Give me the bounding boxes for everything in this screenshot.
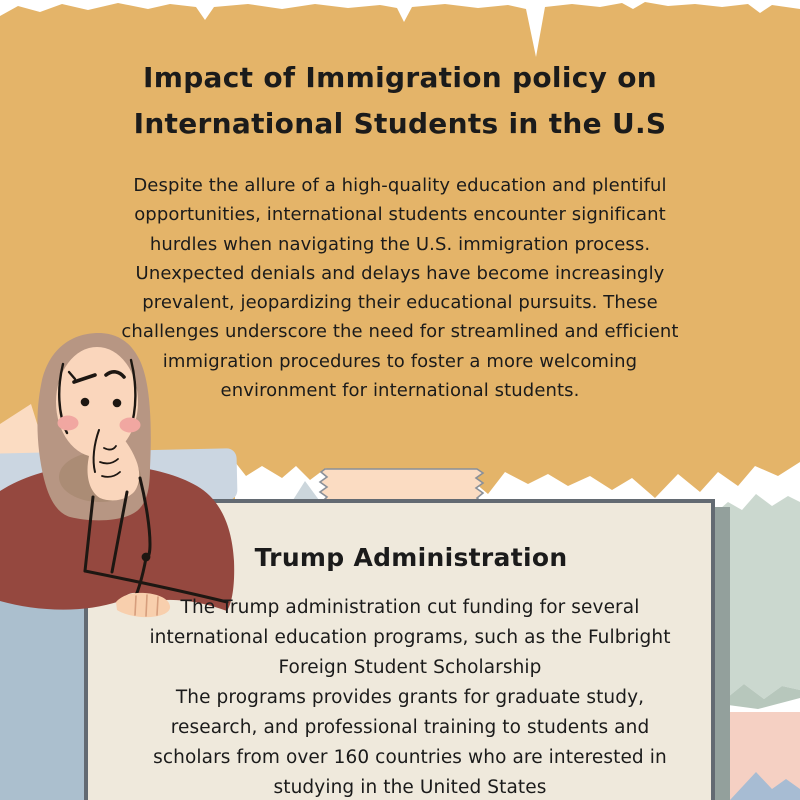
page-title xyxy=(70,55,730,147)
intro-line: immigration procedures to foster a more welcoming xyxy=(162,350,638,372)
intro-line: prevalent, jeopardizing their educational pursuits. These xyxy=(142,292,658,314)
intro-line: Despite the allure of a high-quality education and plentiful xyxy=(133,175,667,196)
page-title-line: Impact of Immigration policy on xyxy=(143,61,657,94)
page-title-line: International Students in the U.S xyxy=(133,107,667,140)
card-body-line: research, and professional training to students and xyxy=(170,717,650,738)
card-body-line: international education programs, such as the Fulbright xyxy=(149,627,671,648)
intro-paragraph xyxy=(70,171,730,405)
intro-line: opportunities, international students encounter significant xyxy=(134,204,666,226)
card-body-line: The Trump administration cut funding for several xyxy=(180,597,640,618)
card-body-line: scholars from over 160 countries who are interested in xyxy=(153,747,667,768)
intro-line: challenges underscore the need for streamlined and efficient xyxy=(121,321,679,343)
card-body-line: studying in the United States xyxy=(273,777,547,798)
intro-line: environment for international students. xyxy=(220,380,580,402)
intro-line: Unexpected denials and delays have become increasingly xyxy=(135,262,665,284)
intro-line: hurdles when navigating the U.S. immigration process. xyxy=(149,233,651,255)
tape-decoration xyxy=(320,469,483,501)
card-body-text xyxy=(110,593,710,800)
card-body-line: The programs provides grants for graduate study, xyxy=(175,687,645,708)
gray-scrap-triangle xyxy=(293,481,319,500)
card-heading: Trump Administration xyxy=(254,543,568,572)
right-cheek xyxy=(120,418,141,433)
left-cheek xyxy=(58,416,79,431)
card-body-line: Foreign Student Scholarship xyxy=(278,657,542,678)
